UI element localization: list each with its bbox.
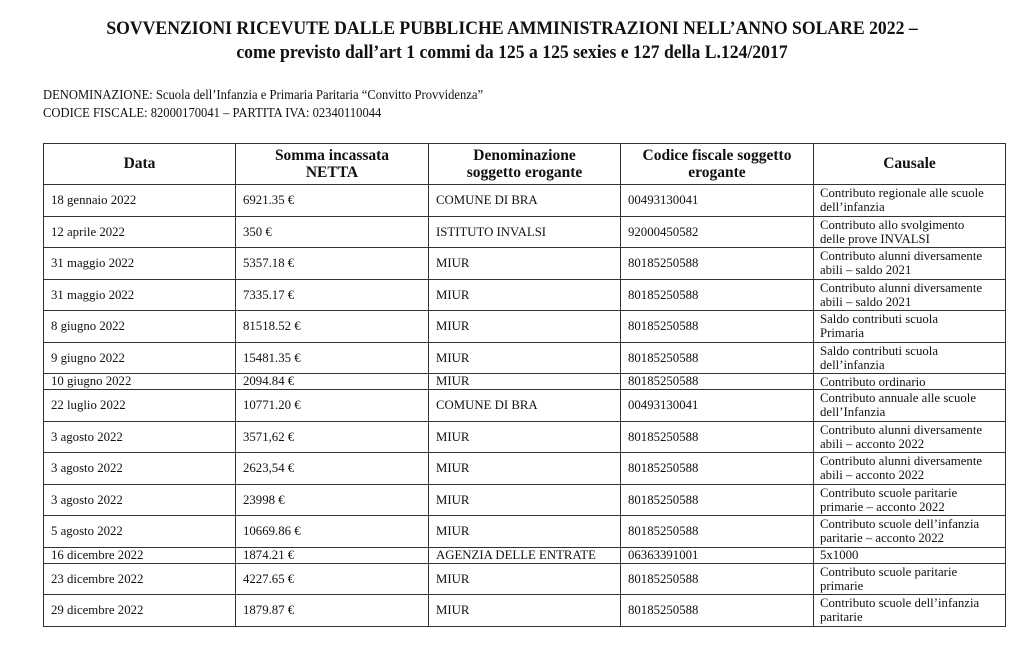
cell-codice: 80185250588 [621,342,814,374]
cell-denominazione: ISTITUTO INVALSI [429,216,621,248]
cell-causale [814,185,1006,217]
causale-line1: Contributo annuale alle scuole [820,391,977,406]
cell-causale [814,563,1006,595]
causale-line2: abili – saldo 2021 [820,294,912,309]
causale-line1: Contributo alunni diversamente [820,280,983,295]
cell-data: 5 agosto 2022 [44,516,236,548]
causale-line2: primarie – acconto 2022 [820,499,945,514]
cell-denominazione: AGENZIA DELLE ENTRATE [429,547,621,563]
table-row [44,484,1006,516]
causale-line1: Contributo scuole dell’infanzia [820,517,980,532]
cell-codice: 80185250588 [621,311,814,343]
cell-codice: 80185250588 [621,279,814,311]
causale-line2: dell’infanzia [820,200,885,215]
document-title-line1: SOVVENZIONI RICEVUTE DALLE PUBBLICHE AMMINISTRAZIONI NELL’ANNO SOLARE 2022 – [106,18,918,39]
causale-line2: dell’Infanzia [820,405,886,420]
cell-somma: 23998 € [236,484,429,516]
cell-data: 3 agosto 2022 [44,453,236,485]
cell-causale [814,279,1006,311]
cell-denominazione: MIUR [429,279,621,311]
cell-data: 31 maggio 2022 [44,279,236,311]
cell-causale [814,248,1006,280]
cell-denominazione: MIUR [429,421,621,453]
cell-somma: 5357.18 € [236,248,429,280]
causale-line1: Saldo contributi scuola [820,343,938,358]
cell-causale [814,516,1006,548]
causale-line2: primarie [820,578,864,593]
denominazione-line: DENOMINAZIONE: Scuola dell’Infanzia e Primaria Paritaria “Convitto Provvidenza” [43,87,484,102]
cell-somma: 6921.35 € [236,185,429,217]
cell-data: 12 aprile 2022 [44,216,236,248]
cell-denominazione: MIUR [429,311,621,343]
cell-data: 23 dicembre 2022 [44,563,236,595]
cell-somma: 7335.17 € [236,279,429,311]
cell-data: 10 giugno 2022 [44,374,236,390]
cell-denominazione: MIUR [429,342,621,374]
cell-causale [814,311,1006,343]
codice-fiscale-line: CODICE FISCALE: 82000170041 – PARTITA IVA: 02340110044 [43,105,382,120]
table-body [44,185,1006,627]
cell-codice: 80185250588 [621,421,814,453]
header-causale [814,144,1006,185]
cell-codice: 80185250588 [621,374,814,390]
header-codice-line1: Codice fiscale soggetto [642,146,792,164]
causale-line1: Contributo regionale alle scuole [820,186,984,201]
causale-line2: Primaria [820,326,865,341]
causale-line1: Contributo scuole paritarie [820,485,958,500]
header-denominazione [429,144,621,185]
cell-somma: 1874.21 € [236,547,429,563]
causale-line2: abili – acconto 2022 [820,436,925,451]
cell-somma: 3571,62 € [236,421,429,453]
cell-data: 29 dicembre 2022 [44,595,236,627]
table-header-row [44,144,1006,185]
table-row [44,374,1006,390]
cell-somma: 4227.65 € [236,563,429,595]
cell-denominazione: MIUR [429,516,621,548]
causale-line1: Contributo alunni diversamente [820,454,983,469]
cell-causale [814,595,1006,627]
causale-line1: Contributo ordinario [820,374,926,389]
header-somma-line2: NETTA [305,164,359,181]
cell-causale [814,421,1006,453]
header-codice-line2: erogante [688,164,746,181]
cell-denominazione: MIUR [429,374,621,390]
header-denominazione-line1: Denominazione [473,146,576,164]
table-row [44,453,1006,485]
causale-line1: Contributo scuole dell’infanzia [820,596,980,611]
table-row [44,595,1006,627]
header-denominazione-line2: soggetto erogante [466,164,583,181]
cell-somma: 81518.52 € [236,311,429,343]
cell-denominazione: COMUNE DI BRA [429,185,621,217]
cell-data: 3 agosto 2022 [44,421,236,453]
cell-causale [814,374,1006,390]
cell-data: 9 giugno 2022 [44,342,236,374]
cell-data: 31 maggio 2022 [44,248,236,280]
causale-line2: delle prove INVALSI [820,231,930,246]
causale-line2: abili – acconto 2022 [820,468,925,483]
cell-codice: 80185250588 [621,516,814,548]
table-row [44,547,1006,563]
cell-denominazione: MIUR [429,453,621,485]
cell-somma: 10669.86 € [236,516,429,548]
header-somma [236,144,429,185]
cell-codice: 92000450582 [621,216,814,248]
cell-causale [814,453,1006,485]
header-codice [621,144,814,185]
table-row [44,248,1006,280]
cell-somma: 10771.20 € [236,390,429,422]
cell-codice: 80185250588 [621,484,814,516]
cell-codice: 80185250588 [621,595,814,627]
cell-data: 16 dicembre 2022 [44,547,236,563]
table-row [44,311,1006,343]
header-causale-label: Causale [883,155,936,173]
cell-denominazione: MIUR [429,248,621,280]
cell-data: 8 giugno 2022 [44,311,236,343]
cell-codice: 80185250588 [621,248,814,280]
cell-codice: 80185250588 [621,563,814,595]
cell-data: 18 gennaio 2022 [44,185,236,217]
cell-somma: 1879.87 € [236,595,429,627]
causale-line2: dell’infanzia [820,357,885,372]
table-row [44,279,1006,311]
table-row [44,216,1006,248]
table-row [44,563,1006,595]
cell-causale [814,342,1006,374]
causale-line1: Saldo contributi scuola [820,312,938,327]
cell-somma: 2094.84 € [236,374,429,390]
cell-denominazione: MIUR [429,563,621,595]
cell-somma: 15481.35 € [236,342,429,374]
cell-denominazione: COMUNE DI BRA [429,390,621,422]
causale-line2: paritarie [820,610,863,625]
cell-codice: 00493130041 [621,185,814,217]
causale-line1: Contributo scuole paritarie [820,564,958,579]
cell-denominazione: MIUR [429,595,621,627]
sovvenzioni-table [43,143,1006,627]
cell-somma: 2623,54 € [236,453,429,485]
cell-causale [814,484,1006,516]
cell-codice: 06363391001 [621,547,814,563]
causale-line1: Contributo allo svolgimento [820,217,965,232]
causale-line1: 5x1000 [820,548,859,562]
cell-causale [814,547,1006,563]
causale-line1: Contributo alunni diversamente [820,422,983,437]
header-data-label: Data [123,155,156,173]
header-somma-line1: Somma incassata [274,146,390,164]
cell-causale [814,216,1006,248]
cell-causale [814,390,1006,422]
cell-denominazione: MIUR [429,484,621,516]
table-row [44,342,1006,374]
table-row [44,185,1006,217]
cell-somma: 350 € [236,216,429,248]
table-row [44,516,1006,548]
table-row [44,390,1006,422]
header-data [44,144,236,185]
cell-data: 22 luglio 2022 [44,390,236,422]
causale-line2: paritarie – acconto 2022 [820,531,945,546]
causale-line2: abili – saldo 2021 [820,263,912,278]
cell-data: 3 agosto 2022 [44,484,236,516]
cell-codice: 00493130041 [621,390,814,422]
document-title-line2: come previsto dall’art 1 commi da 125 a 125 sexies e 127 della L.124/2017 [236,42,788,63]
table-row [44,421,1006,453]
causale-line1: Contributo alunni diversamente [820,249,983,264]
cell-codice: 80185250588 [621,453,814,485]
